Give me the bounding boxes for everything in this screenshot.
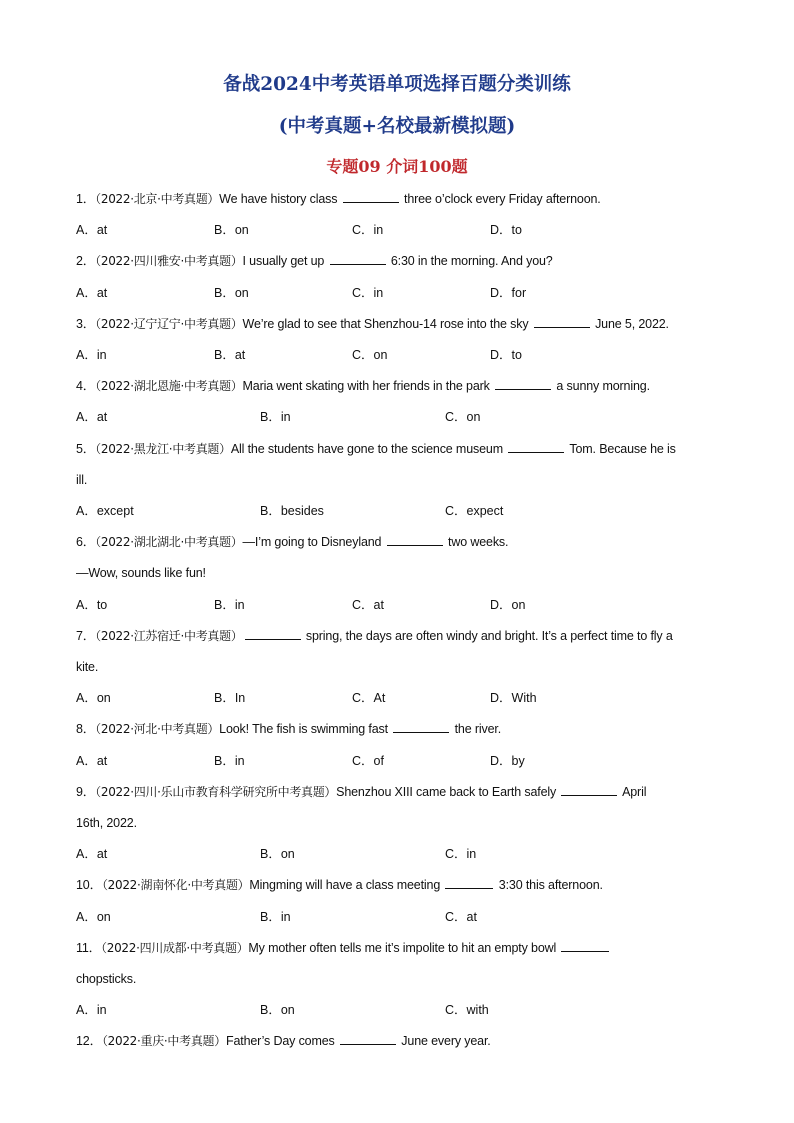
answer-options [76, 683, 726, 714]
question-source: （2022·北京·中考真题） [95, 192, 220, 206]
answer-options [76, 402, 726, 433]
answer-option: C．in [445, 847, 477, 862]
question-item [76, 777, 726, 871]
question-text-line [76, 652, 726, 683]
question-text: We’re glad to see that Shenzhou-14 rose into the sky [242, 316, 532, 331]
answer-option: B．at [214, 347, 246, 362]
answer-blank [330, 252, 386, 265]
question-text-line [76, 465, 726, 496]
question-text: 8． [76, 722, 96, 737]
question-item [76, 371, 726, 433]
question-item [76, 246, 726, 308]
question-text: Father’s Day comes [225, 1034, 338, 1049]
answer-option: B．In [214, 691, 246, 706]
answer-option: A．on [76, 691, 111, 706]
question-text-line [76, 184, 726, 215]
answer-options [76, 215, 726, 246]
question-text: chopsticks. [76, 971, 137, 986]
answer-blank [340, 1032, 396, 1045]
question-text: April [619, 784, 647, 799]
answer-blank [534, 315, 590, 328]
question-text: June 5, 2022. [591, 316, 669, 331]
question-source: （2022·四川雅安·中考真题） [95, 254, 243, 269]
question-source: （2022·四川成都·中考真题） [101, 940, 249, 955]
answer-option: D．to [490, 347, 522, 362]
question-text: We have history class [219, 192, 341, 206]
question-source: （2022·四川·乐山市教育科学研究所中考真题） [95, 784, 337, 799]
question-item [76, 714, 726, 776]
question-source: （2022·重庆·中考真题） [101, 1034, 226, 1049]
question-text: kite. [76, 659, 99, 674]
answer-options [76, 746, 726, 777]
answer-option: D．for [490, 285, 527, 300]
answer-option: A．at [76, 410, 108, 425]
document-subtitle: (中考真题+名校最新模拟题) [278, 116, 516, 137]
answer-blank [393, 720, 449, 733]
question-text-line [76, 527, 726, 558]
answer-option: A．to [76, 597, 108, 612]
answer-option: B．in [214, 753, 245, 768]
question-text: ill. [76, 472, 88, 487]
question-text: 4． [76, 379, 96, 394]
question-text: Tom. Because he is [566, 441, 676, 456]
answer-option: D．on [490, 597, 526, 612]
question-source: （2022·辽宁辽宁·中考真题） [95, 316, 243, 331]
answer-blank [445, 876, 493, 889]
question-text-line [76, 964, 726, 995]
answer-options [76, 902, 726, 933]
answer-option: B．in [260, 410, 291, 425]
question-text: 5． [76, 441, 96, 456]
question-text: three o’clock every Friday afternoon. [400, 192, 601, 206]
answer-option: A．at [76, 223, 108, 238]
answer-option: A．at [76, 847, 108, 862]
question-text: —Wow, sounds like fun! [76, 566, 206, 581]
answer-option: B．on [260, 1003, 295, 1018]
question-text: 3． [76, 316, 96, 331]
question-text: All the students have gone to the science museum [230, 441, 507, 456]
question-list [76, 184, 726, 1058]
question-text-line [76, 1026, 726, 1057]
question-item [76, 1026, 726, 1057]
question-source: （2022·湖南怀化·中考真题） [101, 878, 250, 893]
question-item [76, 527, 726, 621]
question-text-line [76, 933, 726, 964]
answer-options [76, 496, 726, 527]
question-text: 3:30 this afternoon. [495, 878, 603, 893]
question-source: （2022·江苏宿迁·中考真题） [95, 628, 243, 643]
answer-option: C．at [352, 597, 384, 612]
question-source: （2022·湖北恩施·中考真题） [95, 379, 243, 394]
question-source: （2022·湖北湖北·中考真题） [95, 535, 243, 550]
answer-option: A．on [76, 909, 111, 924]
answer-option: C．expect [445, 503, 504, 518]
answer-option: A．in [76, 347, 107, 362]
question-item [76, 870, 726, 932]
question-text: a sunny morning. [553, 379, 650, 394]
question-text-line [76, 434, 726, 465]
question-text-line [76, 714, 726, 745]
answer-option: A．except [76, 503, 134, 518]
answer-blank [343, 190, 399, 203]
question-text: —I’m going to Disneyland [242, 535, 385, 550]
answer-option: C．with [445, 1003, 489, 1018]
answer-option: A．at [76, 753, 108, 768]
question-text: Maria went skating with her friends in the park [242, 379, 494, 394]
question-source: （2022·黑龙江·中考真题） [95, 441, 231, 456]
question-text: 10． [76, 878, 102, 893]
question-text-line [76, 808, 726, 839]
answer-blank [495, 377, 551, 390]
question-text: 9． [76, 784, 96, 799]
answer-option: D．With [490, 691, 537, 706]
answer-options [76, 340, 726, 371]
question-text: Mingming will have a class meeting [249, 878, 444, 893]
answer-option: D．to [490, 223, 522, 238]
question-text: spring, the days are often windy and bright. It’s a perfect time to fly a [302, 628, 673, 643]
answer-option: B．on [260, 847, 295, 862]
question-text: I usually get up [242, 254, 328, 269]
answer-options [76, 995, 726, 1026]
answer-option: C．At [352, 691, 386, 706]
question-text: Shenzhou XIII came back to Earth safely [336, 784, 560, 799]
question-text: 6． [76, 535, 96, 550]
question-text: two weeks. [444, 535, 509, 550]
question-text: the river. [451, 722, 502, 737]
answer-option: C．in [352, 285, 384, 300]
question-text-line [76, 777, 726, 808]
answer-option: C．in [352, 223, 384, 238]
question-text: 7． [76, 628, 96, 643]
question-text-line [76, 558, 726, 589]
question-text-line [76, 371, 726, 402]
question-text: 6:30 in the morning. And you? [387, 254, 553, 269]
answer-blank [245, 627, 301, 640]
question-text: June every year. [397, 1034, 491, 1049]
answer-option: C．on [445, 410, 481, 425]
question-text: 2． [76, 254, 96, 269]
question-text-line [76, 870, 726, 901]
document-title: 备战2024中考英语单项选择百题分类训练 [223, 74, 571, 95]
answer-options [76, 839, 726, 870]
answer-option: B．in [260, 909, 291, 924]
question-source: （2022·河北·中考真题） [95, 722, 220, 737]
answer-option: C．at [445, 909, 477, 924]
answer-blank [561, 939, 609, 952]
question-text-line [76, 621, 726, 652]
question-text: My mother often tells me it’s impolite to hit an empty bowl [248, 940, 560, 955]
question-text: 1． [76, 192, 96, 206]
answer-option: A．in [76, 1003, 107, 1018]
question-text: 16th, 2022. [76, 815, 137, 830]
answer-blank [508, 440, 564, 453]
answer-option: C．of [352, 753, 384, 768]
question-text: 12． [76, 1034, 102, 1049]
answer-blank [561, 783, 617, 796]
question-item [76, 184, 726, 246]
question-item [76, 309, 726, 371]
question-text-line [76, 246, 726, 277]
question-item [76, 933, 726, 1027]
answer-option: D．by [490, 753, 525, 768]
answer-options [76, 590, 726, 621]
topic-heading: 专题09 介词100题 [326, 157, 468, 176]
answer-option: C．on [352, 347, 388, 362]
answer-option: A．at [76, 285, 108, 300]
answer-option: B．besides [260, 503, 324, 518]
question-text: Look! The fish is swimming fast [219, 722, 392, 737]
question-item [76, 621, 726, 715]
answer-option: B．in [214, 597, 245, 612]
question-item [76, 434, 726, 528]
question-text-line [76, 309, 726, 340]
question-text: 11． [76, 940, 102, 955]
answer-options [76, 278, 726, 309]
answer-option: B．on [214, 285, 249, 300]
answer-blank [387, 533, 443, 546]
answer-option: B．on [214, 223, 249, 238]
